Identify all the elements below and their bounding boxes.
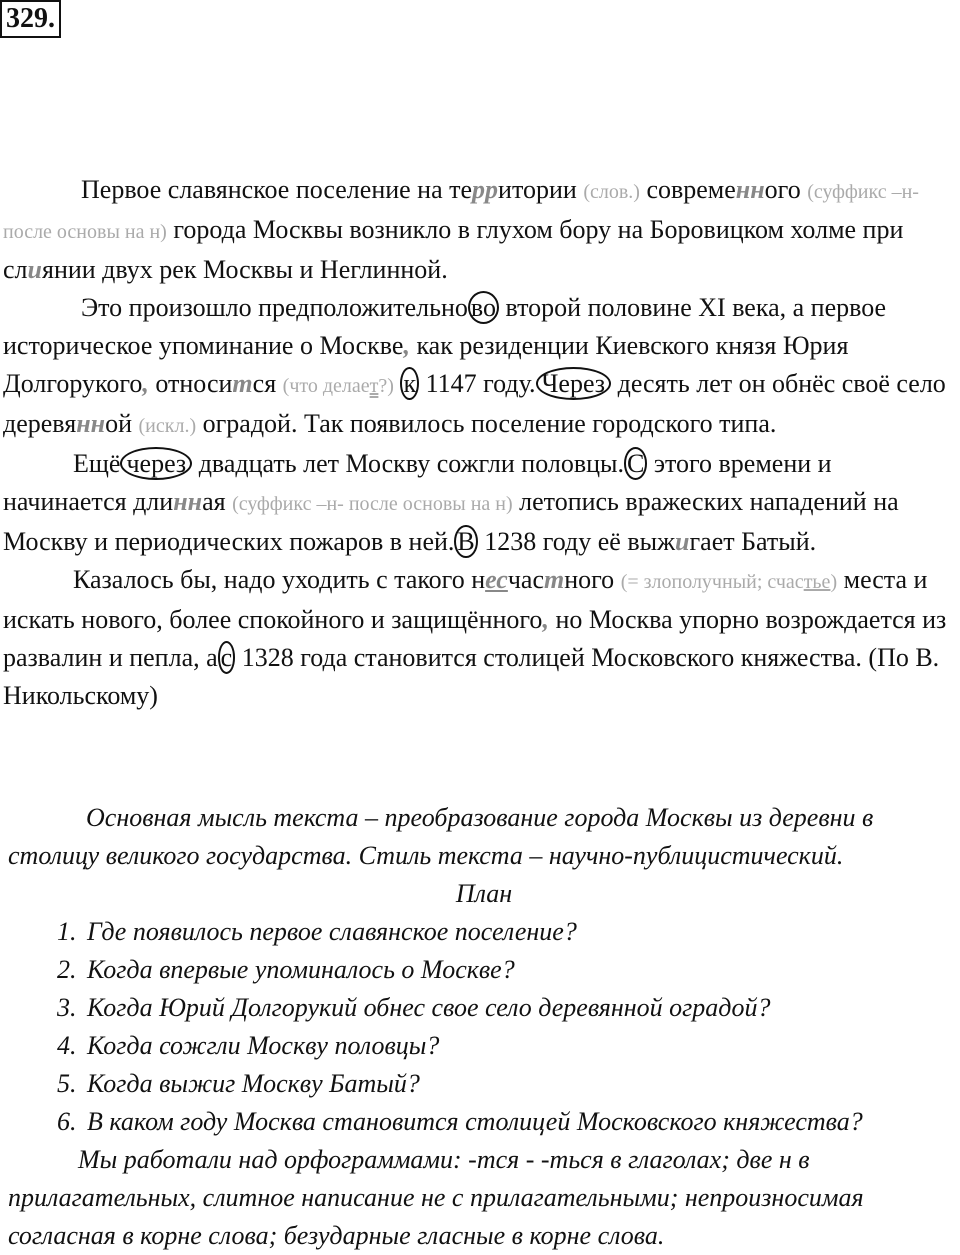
orthogram-mark: нн [173, 487, 203, 516]
paragraph-3 [3, 445, 958, 561]
text-fragment: двадцать лет Москву сожгли половцы. [192, 449, 624, 478]
text-fragment: ого [764, 175, 808, 204]
text-fragment: города Москвы возникло в глухом бору на Боровицком холме при сл [3, 215, 904, 284]
orthogram-mark: нн [735, 175, 765, 204]
orthogram-mark: ес [485, 565, 508, 594]
plan-list [8, 913, 960, 1141]
text-fragment: но Москва упорно возрождается из развалин и пепла, а [3, 605, 947, 672]
text-fragment: итории [498, 175, 584, 204]
grammar-note-text: ?) [378, 375, 394, 397]
grammar-note: (суффикс –н- после основы на н) [232, 493, 513, 515]
main-idea: Основная мысль текста – преобразование города Москвы из деревни в столицу великого государства. Стиль текста – научно-публицистический. [8, 803, 874, 870]
text-fragment: 1238 году её выж [477, 527, 676, 556]
text-fragment: места и искать нового, более спокойного и защищённого [3, 565, 928, 634]
comma-mark: , [403, 331, 410, 360]
text-fragment: второй половине XI века, а первое историческое упоминание о Москве [3, 293, 887, 360]
plan-item: 3. Когда Юрий Долгорукий обнес свое село деревянной оградой? [83, 989, 960, 1027]
text-fragment: Это произошло предположительно [81, 293, 468, 322]
text-fragment: час [507, 565, 545, 594]
text-fragment: ая [202, 487, 233, 516]
exercise-number: 329. [0, 0, 61, 38]
orthogram-mark: рр [472, 175, 499, 204]
grammar-note-text: ) [830, 571, 838, 593]
text-fragment: относи [148, 369, 233, 398]
grammar-note [621, 571, 837, 593]
comma-mark: , [542, 605, 549, 634]
text-fragment: ой [105, 409, 139, 438]
grammar-note: (суффикс –н- после основы на н) [3, 181, 919, 243]
orthogram-mark: и [27, 255, 42, 284]
text-fragment: 1147 году. [419, 369, 536, 398]
circled-preposition: В [454, 525, 477, 558]
text-fragment: янии двух рек Москвы и Неглинной. [41, 255, 448, 284]
grammar-note-text: (что делае [282, 375, 370, 397]
plan-item: 2. Когда впервые упоминалось о Москве? [83, 951, 960, 989]
circled-preposition: во [468, 291, 499, 324]
summary-block [8, 799, 960, 1255]
orthogram-mark: т [232, 369, 253, 398]
circled-preposition: С [624, 447, 647, 480]
text-fragment: как резиденции Киевского князя Юрия Долгорукого [3, 331, 849, 398]
text-fragment: совреме [639, 175, 736, 204]
paragraph-1 [3, 171, 958, 289]
text-fragment: ся [252, 369, 283, 398]
text-fragment: Первое славянское поселение на те [81, 175, 473, 204]
text-fragment: гает Батый. [689, 527, 817, 556]
paragraph-4 [3, 561, 958, 715]
text-fragment: 1328 года становится столицей Московского княжества. (По В. Никольскому) [3, 643, 940, 710]
circled-preposition: к [400, 367, 419, 400]
text-fragment: Казалось бы, надо уходить с такого н [73, 565, 486, 594]
circled-preposition: через [120, 447, 192, 480]
grammar-note-underlined: т [369, 375, 379, 397]
text-fragment: оградой. Так появилось поселение городского типа. [196, 409, 777, 438]
plan-item: 4. Когда сожгли Москву половцы? [83, 1027, 960, 1065]
text-fragment: летопись вражеских нападений на Москву и периодических пожаров в ней. [3, 487, 899, 556]
plan-item: 1. Где появилось первое славянское поселение? [83, 913, 960, 951]
text-fragment: Ещё [73, 449, 121, 478]
text-fragment: этого времени и начинается дли [3, 449, 832, 516]
plan-item: 5. Когда выжиг Москву Батый? [83, 1065, 960, 1103]
grammar-note: (искл.) [138, 415, 197, 437]
circled-preposition: с [218, 641, 236, 674]
orthograms-note: Мы работали над орфограммами: -тся - -ться в глаголах; две н в прилагательных, слитное написание не с прилагательными; непроизносимая согласная в корне слова; безударные гласные в корне слова. [8, 1145, 864, 1250]
plan-title: План [455, 879, 513, 908]
plan-item: 6. В каком году Москва становится столицей Московского княжества? [83, 1103, 960, 1141]
grammar-note [283, 375, 394, 397]
orthogram-mark: и [675, 527, 690, 556]
main-text [3, 171, 958, 715]
grammar-note-text: (= злополучный; счас [620, 571, 804, 593]
text-fragment: ного [564, 565, 621, 594]
orthogram-mark: т [544, 565, 565, 594]
grammar-note: (слов.) [583, 181, 640, 203]
circled-preposition: Через [536, 367, 612, 400]
paragraph-2 [3, 289, 958, 445]
orthogram-mark: нн [76, 409, 106, 438]
text-fragment: десять лет он обнёс своё село деревя [3, 369, 946, 438]
comma-mark: , [142, 369, 149, 398]
grammar-note-underlined: тье [803, 571, 831, 593]
